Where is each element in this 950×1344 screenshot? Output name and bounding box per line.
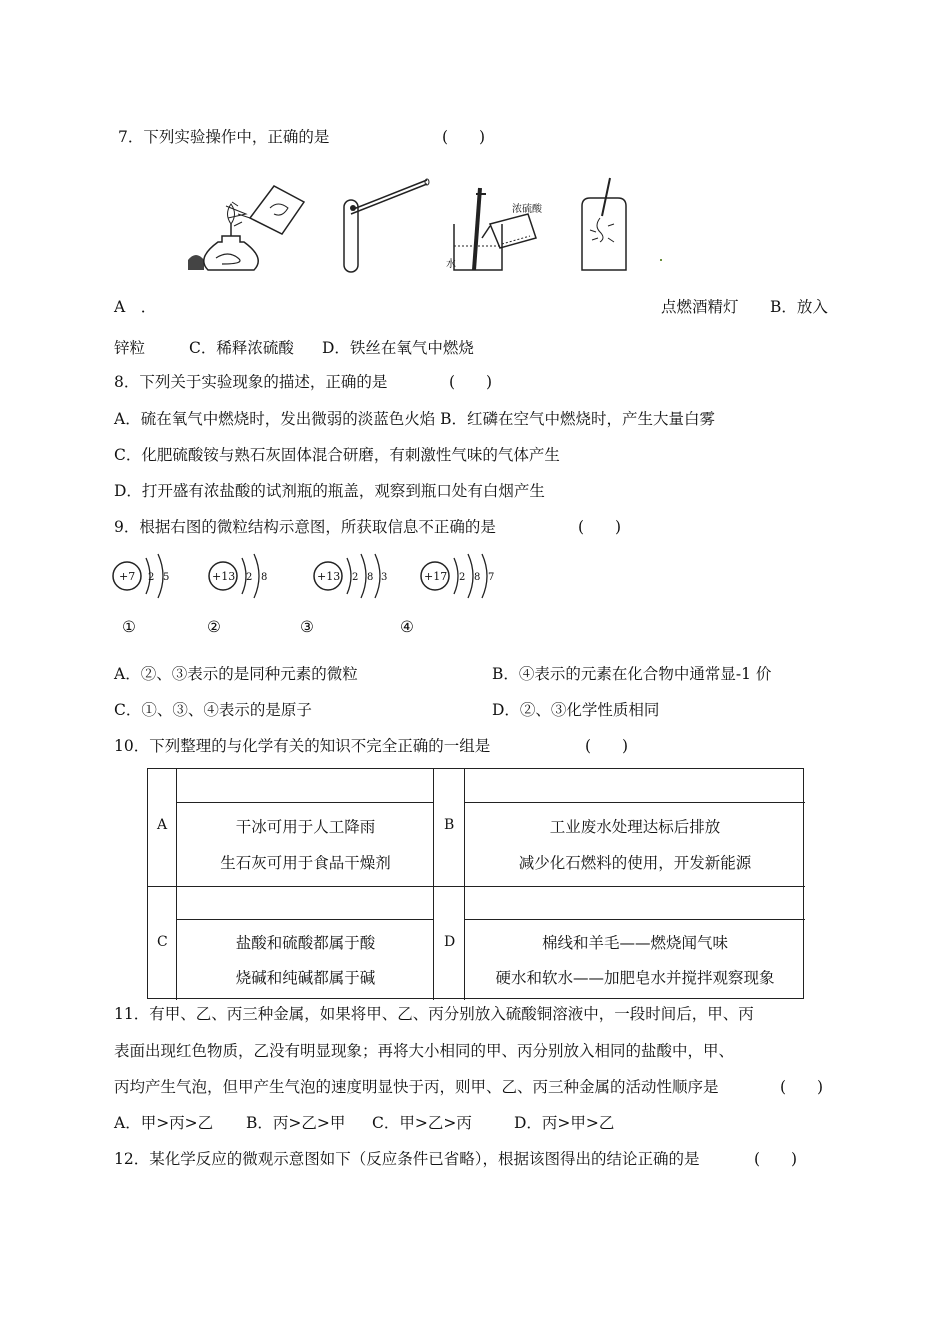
stray-mark [660, 259, 662, 261]
particle-3-shell-2: 8 [367, 572, 374, 583]
group-a-line-1: 干冰可用于人工降雨 [235, 818, 376, 836]
test-tube-image [335, 176, 435, 280]
particle-4-shell-3: 7 [488, 572, 495, 583]
q11-option-b: B．丙>乙>甲 [246, 1114, 346, 1132]
q11-option-a: A．甲>丙>乙 [114, 1114, 214, 1132]
particle-3-label: ③ [300, 618, 314, 636]
dilute-acid-image [440, 178, 560, 280]
particle-3-nucleus: +13 [317, 570, 341, 583]
group-c-line-1: 盐酸和硫酸都属于酸 [235, 934, 376, 952]
group-c-letter: C [157, 934, 168, 950]
particle-4-shell-2: 8 [474, 572, 481, 583]
q7-option-a-text: 点燃酒精灯 [661, 298, 739, 316]
q11-line-1: 11．有甲、乙、丙三种金属，如果将甲、乙、丙分别放入硫酸铜溶液中，一段时间后，甲、丙 [114, 1005, 754, 1023]
q7-option-c: C．稀释浓硫酸 [189, 339, 294, 357]
particle-2-nucleus: +13 [212, 570, 236, 583]
water-label: 水 [446, 259, 456, 270]
q8-option-c: C．化肥硫酸铵与熟石灰固体混合研磨，有刺激性气味的气体产生 [114, 446, 560, 464]
particle-1-shell-1: 2 [148, 572, 155, 583]
q12-answer-paren: ( ) [754, 1150, 798, 1168]
q7-option-d: D．铁丝在氧气中燃烧 [322, 339, 474, 357]
particle-2-shell-2: 8 [261, 572, 268, 583]
acid-label: 浓硫酸 [512, 204, 542, 215]
particle-4-shell-1: 2 [459, 572, 466, 583]
q11-answer-paren: ( ) [780, 1078, 824, 1096]
particle-3-shell-1: 2 [352, 572, 359, 583]
q8-stem: 8．下列关于实验现象的描述，正确的是 [114, 373, 388, 391]
q9-option-b: B．④表示的元素在化合物中通常显-1 价 [492, 665, 772, 683]
q9-option-c: C．①、③、④表示的是原子 [114, 701, 312, 719]
q10-stem: 10．下列整理的与化学有关的知识不完全正确的一组是 [114, 737, 491, 755]
particle-3-shell-3: 3 [381, 572, 388, 583]
q8-options-ab: A．硫在氧气中燃烧时，发出微弱的淡蓝色火焰 B．红磷在空气中燃烧时，产生大量白雾 [114, 410, 716, 428]
gas-bottle-image [578, 176, 638, 278]
q7-option-b-prefix: B．放入 [770, 298, 828, 316]
group-b-line-1: 工业废水处理达标后排放 [549, 818, 721, 836]
q9-answer-paren: ( ) [578, 518, 622, 536]
q7-option-a-prefix: A ． [114, 298, 157, 316]
q11-line-2: 表面出现红色物质，乙没有明显现象；再将大小相同的甲、丙分别放入相同的盐酸中，甲、 [114, 1042, 735, 1060]
q10-answer-paren: ( ) [585, 737, 629, 755]
particle-4-label: ④ [400, 618, 414, 636]
group-d-line-1: 棉线和羊毛——燃烧闻气味 [541, 934, 728, 952]
q7-option-b-rest: 锌粒 [114, 339, 146, 357]
group-a-letter: A [157, 817, 168, 833]
q7-answer-paren: ( ) [442, 128, 486, 146]
group-d-line-2: 硬水和软水——加肥皂水并搅拌观察现象 [495, 969, 775, 987]
q11-option-d: D．丙>甲>乙 [514, 1114, 615, 1132]
q7-stem: 7．下列实验操作中，正确的是 [118, 128, 330, 146]
q8-answer-paren: ( ) [449, 373, 493, 391]
group-c-line-2: 烧碱和纯碱都属于碱 [235, 969, 376, 987]
particle-2-label: ② [207, 618, 221, 636]
group-d-letter: D [444, 934, 456, 950]
q9-option-d: D．②、③化学性质相同 [492, 701, 660, 719]
q9-stem: 9．根据右图的微粒结构示意图，所获取信息不正确的是 [114, 518, 496, 536]
group-b-line-2: 减少化石燃料的使用，开发新能源 [518, 854, 752, 872]
knowledge-table [147, 768, 804, 999]
q8-option-d: D．打开盛有浓盐酸的试剂瓶的瓶盖，观察到瓶口处有白烟产生 [114, 482, 545, 500]
q12-stem: 12．某化学反应的微观示意图如下（反应条件已省略），根据该图得出的结论正确的是 [114, 1150, 700, 1168]
particle-1-label: ① [122, 618, 136, 636]
q11-line-3: 丙均产生气泡，但甲产生气泡的速度明显快于丙，则甲、乙、丙三种金属的活动性顺序是 [114, 1078, 719, 1096]
q11-option-c: C．甲>乙>丙 [372, 1114, 472, 1132]
particle-1-nucleus: +7 [119, 570, 136, 583]
q9-option-a: A．②、③表示的是同种元素的微粒 [114, 665, 358, 683]
particle-1-shell-2: 5 [163, 572, 170, 583]
particle-4-nucleus: +17 [424, 570, 448, 583]
alcohol-lamp-image [182, 178, 312, 280]
group-b-letter: B [444, 817, 455, 833]
group-a-line-2: 生石灰可用于食品干燥剂 [220, 854, 391, 872]
particle-2-shell-1: 2 [246, 572, 253, 583]
